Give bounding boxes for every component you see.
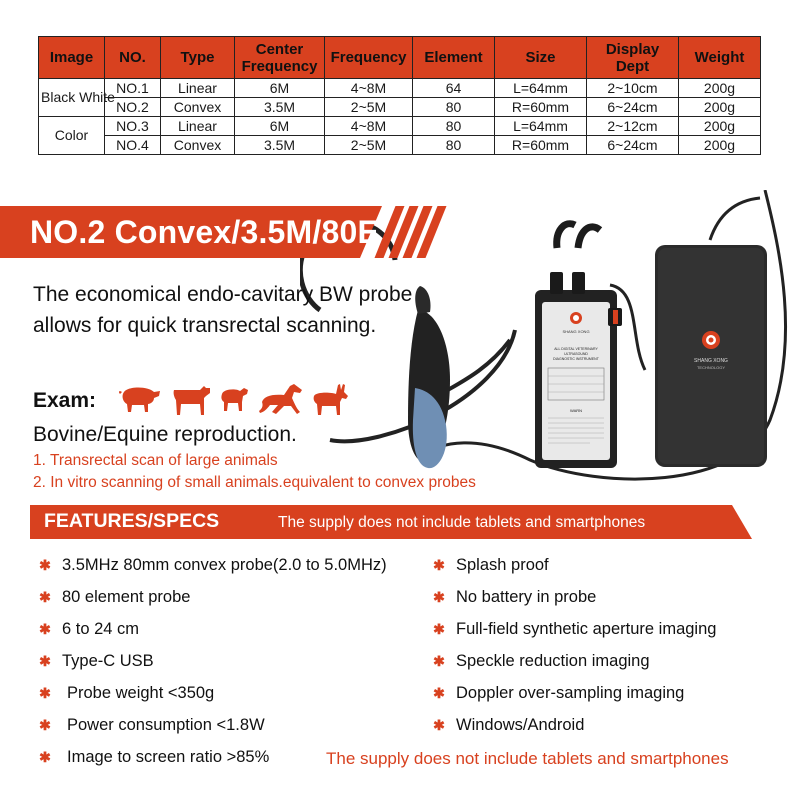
asterisk-icon: ✱ [433,717,445,733]
table-cell: 2~5M [325,98,413,117]
feature-text: Probe weight <350g [67,684,215,702]
feature-text: Doppler over-sampling imaging [456,684,685,702]
table-row [39,117,761,136]
asterisk-icon: ✱ [39,717,51,733]
table-cell: 6M [235,117,325,136]
asterisk-icon: ✱ [39,557,51,573]
feature-text: 3.5MHz 80mm convex probe(2.0 to 5.0MHz) [62,556,387,574]
feature-item [432,682,684,704]
power-bank [655,245,767,467]
asterisk-icon: ✱ [433,589,445,605]
feature-item [38,714,265,736]
header-display-dept: Display Dept [587,37,679,79]
table-cell: 3.5M [235,136,325,155]
asterisk-icon: ✱ [39,653,51,669]
table-cell: 80 [413,117,495,136]
asterisk-icon: ✱ [39,621,51,637]
model-title: NO.2 Convex/3.5M/80E [30,214,380,250]
table-cell: 2~10cm [587,79,679,98]
feature-text: 6 to 24 cm [62,620,140,638]
table-cell: R=60mm [495,98,587,117]
feature-text: Full-field synthetic aperture imaging [456,620,717,638]
asterisk-icon: ✱ [433,685,445,701]
feature-item [38,682,214,704]
feature-item [432,714,584,736]
table-cell: 80 [413,136,495,155]
table-cell: 3.5M [235,98,325,117]
features-band [30,505,770,539]
table-cell: NO.2 [105,98,161,117]
asterisk-icon: ✱ [433,653,445,669]
feature-text: 80 element probe [62,588,191,606]
table-cell: NO.4 [105,136,161,155]
feature-text: Speckle reduction imaging [456,652,650,670]
feature-text: No battery in probe [456,588,597,606]
box-line3: DIAGNOSTIC INSTRUMENT [553,357,599,361]
asterisk-icon: ✱ [39,685,51,701]
table-row [39,79,761,98]
horse-icon [258,382,304,416]
feature-item [432,618,716,640]
box-brand: SHANG XONG [562,329,590,334]
header-image: Image [39,37,105,79]
table-row [39,98,761,117]
asterisk-icon: ✱ [433,557,445,573]
table-cell: 80 [413,98,495,117]
spec-table-header [39,37,761,79]
table-cell: NO.1 [105,79,161,98]
box-warn: WARN [569,408,583,413]
power-bank-subbrand: TECHNOLOGY [696,365,726,370]
table-cell: 2~12cm [587,117,679,136]
table-cell: Convex [161,98,235,117]
feature-item [38,618,139,640]
feature-item [38,746,269,768]
model-banner [0,206,432,258]
table-cell: 200g [679,136,761,155]
supply-note: The supply does not include tablets and smartphones [326,749,729,768]
header-size: Size [495,37,587,79]
table-cell: 64 [413,79,495,98]
header-no: NO. [105,37,161,79]
table-cell: 4~8M [325,79,413,98]
table-cell: Linear [161,79,235,98]
feature-text: Splash proof [456,556,549,574]
table-cell: Convex [161,136,235,155]
exam-note-2: 2. In vitro scanning of small animals.equivalent to convex probes [33,474,476,491]
asterisk-icon: ✱ [39,589,51,605]
header-type: Type [161,37,235,79]
asterisk-icon: ✱ [433,621,445,637]
box-line2: ULTRASOUND [564,352,588,356]
feature-text: Power consumption <1.8W [67,716,265,734]
feature-text: Windows/Android [456,716,585,734]
feature-item [38,554,387,576]
features-subtitle: The supply does not include tablets and smartphones [278,514,646,531]
table-cell: 6~24cm [587,98,679,117]
pig-icon [118,382,162,414]
table-cell: 200g [679,79,761,98]
exam-note-1: 1. Transrectal scan of large animals [33,452,278,469]
table-cell: 6M [235,79,325,98]
table-cell: 2~5M [325,136,413,155]
feature-item [432,586,596,608]
table-cell: NO.3 [105,117,161,136]
header-element: Element [413,37,495,79]
feature-item [432,554,549,576]
table-row [39,136,761,155]
table-cell: 6~24cm [587,136,679,155]
table-cell: 200g [679,98,761,117]
feature-item [432,650,650,672]
features-title: FEATURES/SPECS [44,510,220,532]
header-frequency: Frequency [325,37,413,79]
power-bank-brand: SHANG XONG [694,358,728,364]
donkey-icon [312,382,350,416]
cow-icon [172,382,212,416]
box-line1: ALL DIGITAL VETERINARY [554,347,598,351]
feature-item [38,650,154,672]
asterisk-icon: ✱ [39,749,51,765]
exam-description: Bovine/Equine reproduction. [33,423,297,446]
group-label-black-white: Black White [39,79,105,117]
table-cell: Linear [161,117,235,136]
feature-text: Image to screen ratio >85% [67,748,270,766]
intro-text: The economical endo-cavitary BW probe allows for quick transrectal scanning. [33,283,413,337]
table-cell: L=64mm [495,79,587,98]
spec-table [38,36,761,155]
convex-probe [408,286,450,468]
exam-label: Exam: [33,389,97,412]
control-box [535,272,622,468]
table-cell: L=64mm [495,117,587,136]
table-cell: R=60mm [495,136,587,155]
header-weight: Weight [679,37,761,79]
header-center-frequency: Center Frequency [235,37,325,79]
feature-text: Type-C USB [62,652,154,670]
sheep-icon [220,382,250,412]
table-cell: 4~8M [325,117,413,136]
group-label-color: Color [39,117,105,155]
feature-item [38,586,190,608]
table-cell: 200g [679,117,761,136]
